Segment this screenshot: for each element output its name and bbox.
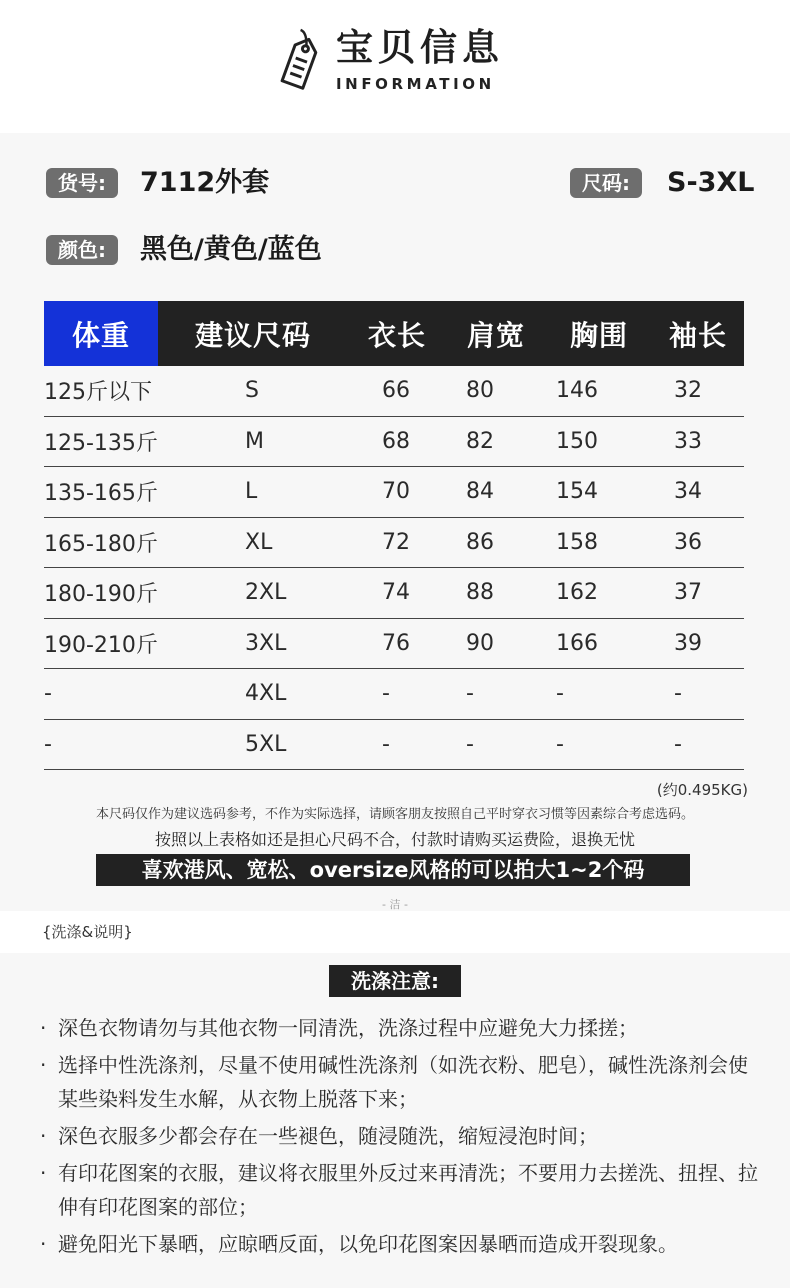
cell-chest: 150: [546, 416, 652, 467]
bullet-icon: ·: [40, 1053, 47, 1077]
cell-size: 2XL: [158, 568, 348, 619]
price-tag-icon: [276, 28, 326, 94]
color-value: 黑色/黄色/蓝色: [140, 234, 322, 265]
wash-title: 洗涤注意:: [329, 965, 461, 997]
wash-item-text: 有印花图案的衣服，建议将衣服里外反过来再清洗；不要用力去搓洗、扭捏、拉伸有印花图案的部位；: [58, 1161, 758, 1219]
cell-size: XL: [158, 517, 348, 568]
cell-length: 72: [348, 517, 446, 568]
cell-weight: 135-165斤: [44, 467, 158, 518]
color-label: 颜色:: [46, 235, 118, 265]
cell-length: 70: [348, 467, 446, 518]
item-no-value: 7112外套: [140, 167, 270, 198]
table-row: [44, 416, 744, 467]
cell-length: -: [348, 669, 446, 720]
bullet-icon: ·: [40, 1016, 47, 1040]
header-chest: 胸围: [546, 301, 652, 366]
wash-item-text: 深色衣服多少都会存在一些褪色，随浸随洗，缩短浸泡时间；: [58, 1124, 598, 1148]
cell-weight: 180-190斤: [44, 568, 158, 619]
cell-weight: -: [44, 669, 158, 720]
cell-chest: 154: [546, 467, 652, 518]
cell-shoulder: 84: [446, 467, 546, 518]
cell-chest: 158: [546, 517, 652, 568]
page-title: 宝贝信息: [336, 26, 504, 69]
list-item: [38, 1227, 758, 1261]
cell-sleeve: 36: [652, 517, 744, 568]
bullet-icon: ·: [40, 1124, 47, 1148]
table-row: [44, 517, 744, 568]
cell-sleeve: -: [652, 669, 744, 720]
cell-shoulder: 86: [446, 517, 546, 568]
list-item: [38, 1048, 758, 1116]
cell-size: L: [158, 467, 348, 518]
size-chart-table: [44, 301, 744, 770]
cell-chest: 146: [546, 366, 652, 416]
size-disclaimer: 本尺码仅作为建议选码参考，不作为实际选择，请顾客朋友按照自己平时穿衣习惯等因素综合考虑选码。: [95, 807, 694, 822]
size-range-value: S-3XL: [667, 167, 755, 198]
wash-item-text: 选择中性洗涤剂，尽量不使用碱性洗涤剂（如洗衣粉、肥皂），碱性洗涤剂会使某些染料发生水解，从衣物上脱落下来；: [58, 1053, 748, 1111]
weight-note: (约0.495KG): [656, 781, 748, 799]
table-row: [44, 366, 744, 416]
oversize-banner: 喜欢港风、宽松、oversize风格的可以拍大1~2个码: [96, 854, 690, 886]
cell-size: 4XL: [158, 669, 348, 720]
cell-length: 76: [348, 618, 446, 669]
cell-length: 68: [348, 416, 446, 467]
cell-shoulder: 88: [446, 568, 546, 619]
list-item: [38, 1119, 758, 1153]
header-length: 衣长: [348, 301, 446, 366]
header: [0, 0, 790, 133]
cell-weight: 125斤以下: [44, 366, 158, 416]
cell-size: 3XL: [158, 618, 348, 669]
section-divider: - 洁 -: [382, 898, 408, 911]
wash-item-text: 深色衣物请勿与其他衣物一同清洗，洗涤过程中应避免大力揉搓；: [58, 1016, 638, 1040]
cell-shoulder: 82: [446, 416, 546, 467]
product-info-panel: [0, 133, 790, 911]
list-item: [38, 1011, 758, 1045]
item-no-label: 货号:: [46, 168, 118, 198]
table-row: [44, 467, 744, 518]
cell-shoulder: -: [446, 669, 546, 720]
bullet-icon: ·: [40, 1232, 47, 1256]
cell-sleeve: 39: [652, 618, 744, 669]
cell-size: S: [158, 366, 348, 416]
cell-size: 5XL: [158, 719, 348, 770]
table-row: [44, 568, 744, 619]
cell-length: 66: [348, 366, 446, 416]
wash-section-heading: {洗涤&说明}: [42, 923, 133, 941]
header-suggested-size: 建议尺码: [158, 301, 348, 366]
header-shoulder: 肩宽: [446, 301, 546, 366]
cell-sleeve: 34: [652, 467, 744, 518]
page-subtitle: INFORMATION: [336, 75, 495, 93]
table-row: [44, 719, 744, 770]
cell-chest: 166: [546, 618, 652, 669]
size-label: 尺码:: [570, 168, 642, 198]
cell-weight: 190-210斤: [44, 618, 158, 669]
cell-sleeve: 33: [652, 416, 744, 467]
wash-item-text: 避免阳光下暴晒，应晾晒反面，以免印花图案因暴晒而造成开裂现象。: [58, 1232, 678, 1256]
cell-length: 74: [348, 568, 446, 619]
cell-size: M: [158, 416, 348, 467]
cell-sleeve: -: [652, 719, 744, 770]
bullet-icon: ·: [40, 1161, 47, 1185]
cell-length: -: [348, 719, 446, 770]
wash-instructions-panel: [0, 953, 790, 1288]
cell-chest: -: [546, 719, 652, 770]
shipping-insurance-note: 按照以上表格如还是担心尺码不合，付款时请购买运费险，退换无忧: [154, 830, 635, 849]
header-weight: 体重: [44, 301, 158, 366]
list-item: [38, 1156, 758, 1224]
cell-weight: -: [44, 719, 158, 770]
cell-chest: 162: [546, 568, 652, 619]
cell-sleeve: 32: [652, 366, 744, 416]
cell-weight: 165-180斤: [44, 517, 158, 568]
cell-chest: -: [546, 669, 652, 720]
wash-list: [38, 1011, 758, 1264]
cell-weight: 125-135斤: [44, 416, 158, 467]
header-sleeve: 袖长: [652, 301, 744, 366]
table-row: [44, 618, 744, 669]
table-row: [44, 669, 744, 720]
cell-sleeve: 37: [652, 568, 744, 619]
cell-shoulder: 90: [446, 618, 546, 669]
size-chart-header-row: [44, 301, 744, 366]
cell-shoulder: 80: [446, 366, 546, 416]
cell-shoulder: -: [446, 719, 546, 770]
